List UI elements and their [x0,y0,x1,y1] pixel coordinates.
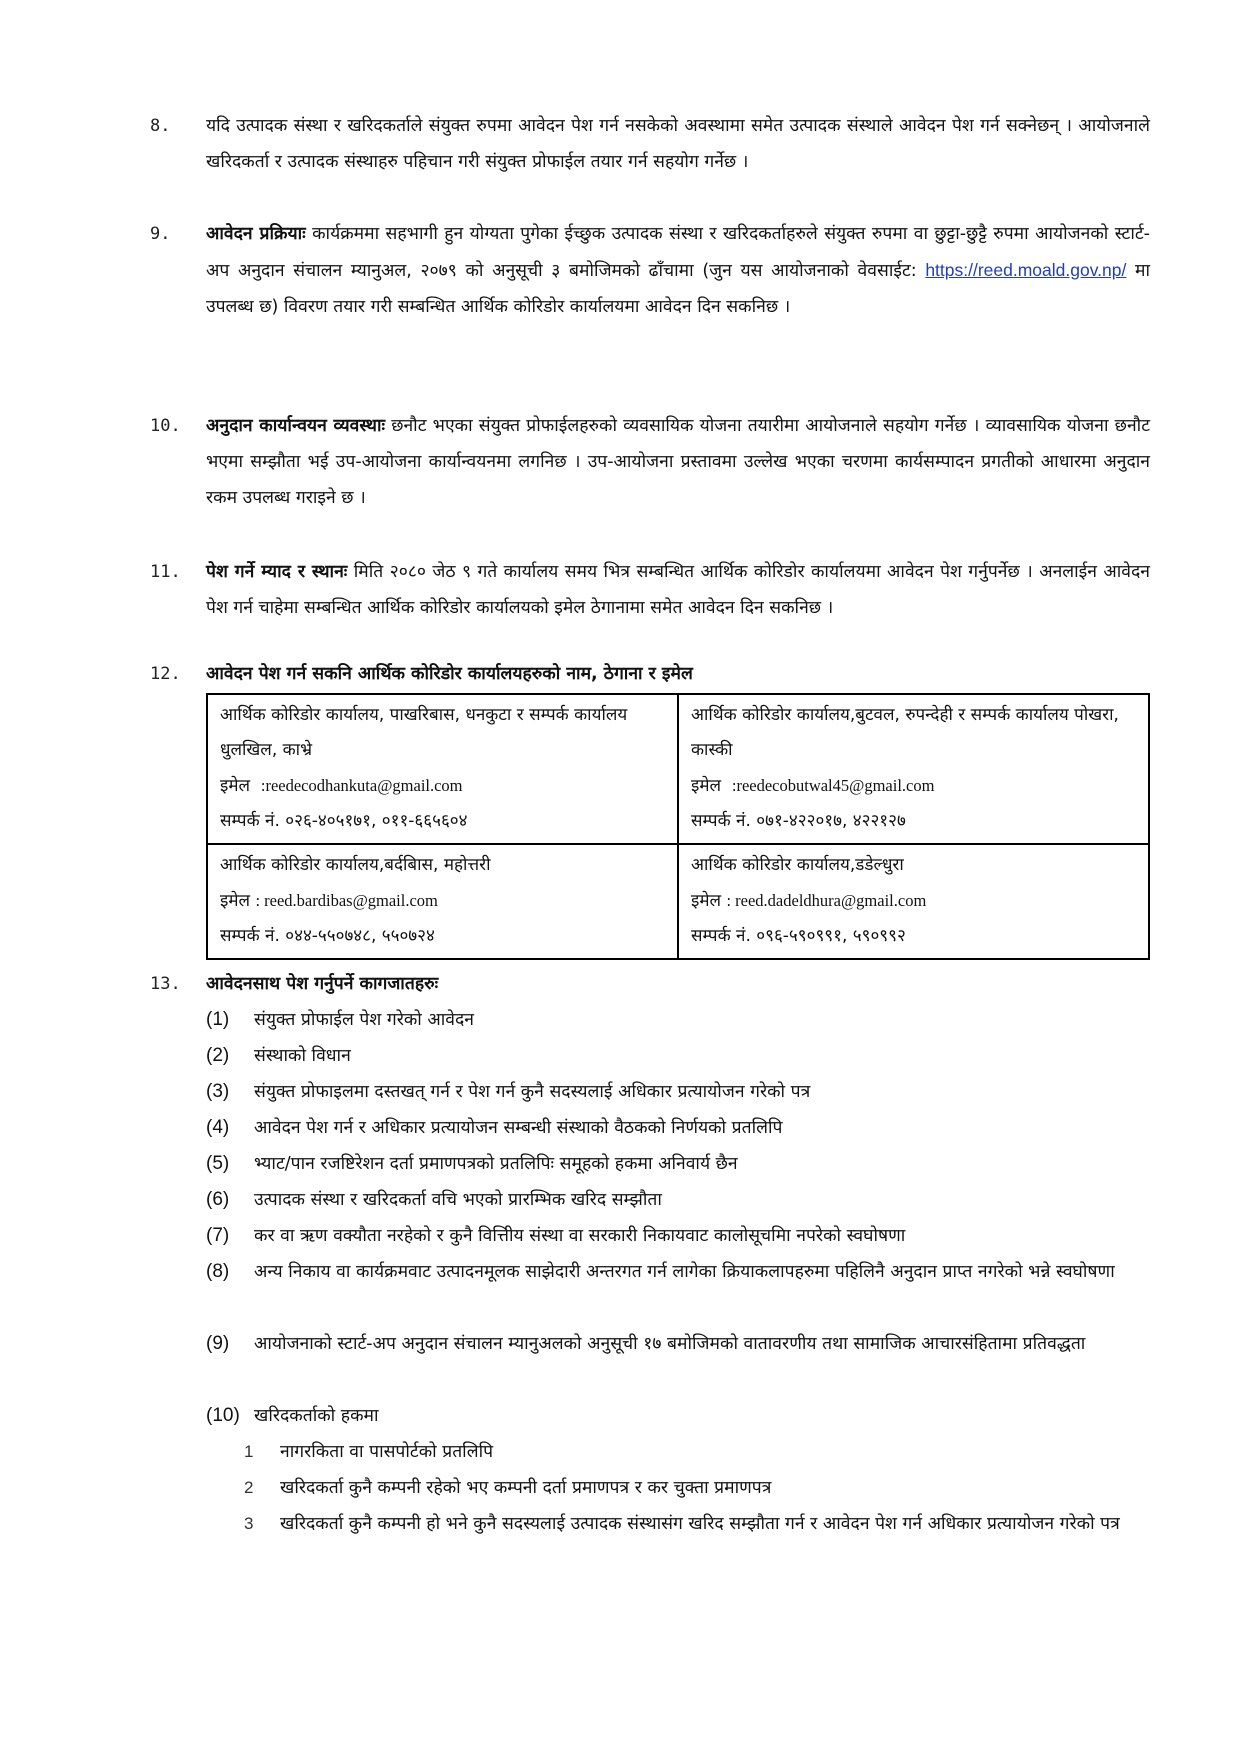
list-number: (9) [206,1333,230,1354]
email-value: :reedecodhankuta@gmail.com [260,776,463,795]
contact-value: ०७१-४२२०१७, ४२२१२७ [756,811,906,831]
office-name: आर्थिक कोरिडोर कार्यालय, पाखरिबास, धनकुटा र सम्पर्क कार्यालय धुलखिल, काभ्रे [220,705,628,760]
clause-heading: पेश गर्ने म्याद र स्थानः [206,562,348,582]
list-number: (6) [206,1189,230,1210]
table-row [207,694,1149,844]
email-label: इमेल [691,891,722,911]
email-label: इमेल [691,776,722,796]
website-link[interactable]: https://reed.moald.gov.np/ [925,260,1127,280]
office-contact [220,919,667,954]
list-number: (8) [206,1261,230,1282]
list-number: 3 [244,1514,254,1533]
office-contact [691,804,1138,839]
list-number: (10) [206,1405,240,1426]
office-contact [220,804,667,839]
list-text: आयोजनाको स्टार्ट-अप अनुदान संचालन म्यानुअलको अनुसूची १७ बमोजिमको वातावरणीय तथा सामाजिक आचारसंहितामा प्रतिवद्धता [254,1334,1086,1354]
contact-value: ०९६-५९०९९१, ५९०९९२ [756,926,906,946]
clause-number: 8. [150,116,171,136]
office-table [206,693,1150,960]
list-text: आवेदन पेश गर्न र अधिकार प्रत्यायोजन सम्बन्धी संस्थाको वैठकको निर्णयको प्रतलिपि [254,1118,783,1138]
list-number: (7) [206,1225,230,1246]
clause-text [206,554,1150,626]
clause-heading: आवेदन प्रक्रियाः [206,224,306,244]
clause-text-part: मिति २०८० जेठ ९ गते कार्यालय समय भित्र सम्बन्धित आर्थिक कोरिडोर कार्यालयमा आवेदन पेश गर्नुपर्नेछ । अनलाईन आवेदन पेश गर्न चाहेमा सम्बन्धित आर्थिक कोरिडोर कार्यालयको इमेल ठेगानामा समेत आवेदन दिन सकनिछ । [206,562,1150,618]
office-cell [207,694,678,844]
clause-number: 9. [150,224,171,244]
email-value: :reedecobutwal45@gmail.com [731,776,935,795]
contact-label: सम्पर्क नं. [220,926,280,946]
contact-value: ०४४-५५०७४८, ५५०७२४ [285,926,435,946]
clause-number: 13. [150,974,181,994]
office-contact [691,919,1138,954]
office-name: आर्थिक कोरिडोर कार्यालय,बर्दबिास, महोत्तरी [220,855,491,875]
email-label: इमेल [220,891,251,911]
clause-heading: अनुदान कार्यान्वयन व्यवस्थाः [206,416,386,436]
clause-number: 10. [150,416,181,436]
clause-number: 11. [150,562,181,582]
list-text: नागरकिता वा पासपोर्टको प्रतलिपि [280,1442,494,1462]
list-text: खरिदकर्ता कुनै कम्पनी रहेको भए कम्पनी दर्ता प्रमाणपत्र र कर चुक्ता प्रमाणपत्र [280,1478,772,1498]
list-number: 1 [244,1442,254,1461]
office-name: आर्थिक कोरिडोर कार्यालय,बुटवल, रुपन्देही र सम्पर्क कार्यालय पोखरा, कास्की [691,705,1119,760]
clause-heading: आवेदन पेश गर्न सकनि आर्थिक कोरिडोर कार्यालयहरुको नाम, ठेगाना र इमेल [206,664,693,684]
email-value: : reed.dadeldhura@gmail.com [726,891,927,910]
contact-label: सम्पर्क नं. [691,926,751,946]
contact-label: सम्पर्क नं. [691,811,751,831]
office-email [691,883,1138,919]
list-text: कर वा ऋण वक्यौता नरहेको र कुनै वित्तिीय संस्था वा सरकारी निकायवाट कालोसूचमिा नपरेको स्वघोषणा [254,1226,906,1246]
list-text: खरिदकर्ता कुनै कम्पनी हो भने कुनै सदस्यलाई उत्पादक संस्थासंग खरिद सम्झौता गर्न र आवेदन पेश गर्न अधिकार प्रत्यायोजन गरेको पत्र [280,1514,1120,1534]
list-number: (4) [206,1117,230,1138]
list-text: खरिदकर्ताको हकमा [254,1406,379,1426]
office-cell [207,844,678,959]
list-number: (3) [206,1081,230,1102]
clause-text-part: मा उपलब्ध छ) विवरण तयार गरी सम्बन्धित आर्थिक कोरिडोर कार्यालयमा आवेदन दिन सकनिछ । [206,261,1151,317]
clause-text-part: कार्यक्रममा सहभागी हुन योग्यता पुगेका ईच्छुक उत्पादक संस्था र खरिदकर्ताहरुले संयुक्त रुपमा वा छुट्टा-छुट्टै रुपमा आयोजनको स्टार्ट-अप अनुदान संचालन म्यानुअल, २०७९ को अनुसूची ३ बमोजिमको ढाँचामा (जुन यस आयोजनाको वेवसाईट: [206,224,1150,281]
list-text: अन्य निकाय वा कार्यक्रमवाट उत्पादनमूलक साझेदारी अन्तरगत गर्न लागेका क्रियाकलापहरुमा पहिलिनै अनुदान प्राप्त नगरेको भन्ने स्वघोषणा [254,1262,1115,1282]
list-text: उत्पादक संस्था र खरिदकर्ता वचि भएको प्रारम्भिक खरिद सम्झौता [254,1190,662,1210]
clause-heading: आवेदनसाथ पेश गर्नुपर्ने कागजातहरुः [206,974,439,994]
list-number: (1) [206,1009,230,1030]
list-number: (2) [206,1045,230,1066]
contact-label: सम्पर्क नं. [220,811,280,831]
list-number: (5) [206,1153,230,1174]
email-value: : reed.bardibas@gmail.com [255,891,438,910]
contact-value: ०२६-४०५१७१, ०११-६६५६०४ [285,811,468,831]
list-text: संयुक्त प्रोफाइलमा दस्तखत् गर्न र पेश गर्न कुनै सदस्यलाई अधिकार प्रत्यायोजन गरेको पत्र [254,1082,811,1102]
clause-text-part: छनौट भएका संयुक्त प्रोफाईलहरुको व्यवसायिक योजना तयारीमा आयोजनाले सहयोग गर्नेछ । व्यावसायिक योजना छनौट भएमा सम्झौता भई उप-आयोजना कार्यान्वयनमा लगनिछ । उप-आयोजना प्रस्तावमा उल्लेख भएका चरणमा कार्यसम्पादन प्रगतीको आधारमा अनुदान रकम उपलब्ध गराइने छ । [206,416,1151,508]
office-cell [678,844,1149,959]
office-email [220,768,667,804]
list-text: संस्थाको विधान [254,1046,351,1066]
clause-number: 12. [150,664,181,684]
list-number: 2 [244,1478,254,1497]
table-row [207,844,1149,959]
office-email [691,768,1138,804]
clause-text [206,216,1150,325]
list-text: भ्याट/पान रजष्टिरेशन दर्ता प्रमाणपत्रको प्रतलिपिः समूहको हकमा अनिवार्य छैन [254,1154,738,1174]
clause-text [206,408,1150,516]
email-label: इमेल [220,776,251,796]
office-cell [678,694,1149,844]
list-text: संयुक्त प्रोफाईल पेश गरेको आवेदन [254,1010,475,1030]
office-email [220,883,667,919]
clause-text: यदि उत्पादक संस्था र खरिदकर्ताले संयुक्त रुपमा आवेदन पेश गर्न नसकेको अवस्थामा समेत उत्पादक संस्थाले आवेदन पेश गर्न सक्नेछन् । आयोजनाले खरिदकर्ता र उत्पादक संस्थाहरु पहिचान गरी संयुक्त प्रोफाईल तयार गर्न सहयोग गर्नेछ । [206,116,1150,172]
office-name: आर्थिक कोरिडोर कार्यालय,डडेल्धुरा [691,855,904,875]
